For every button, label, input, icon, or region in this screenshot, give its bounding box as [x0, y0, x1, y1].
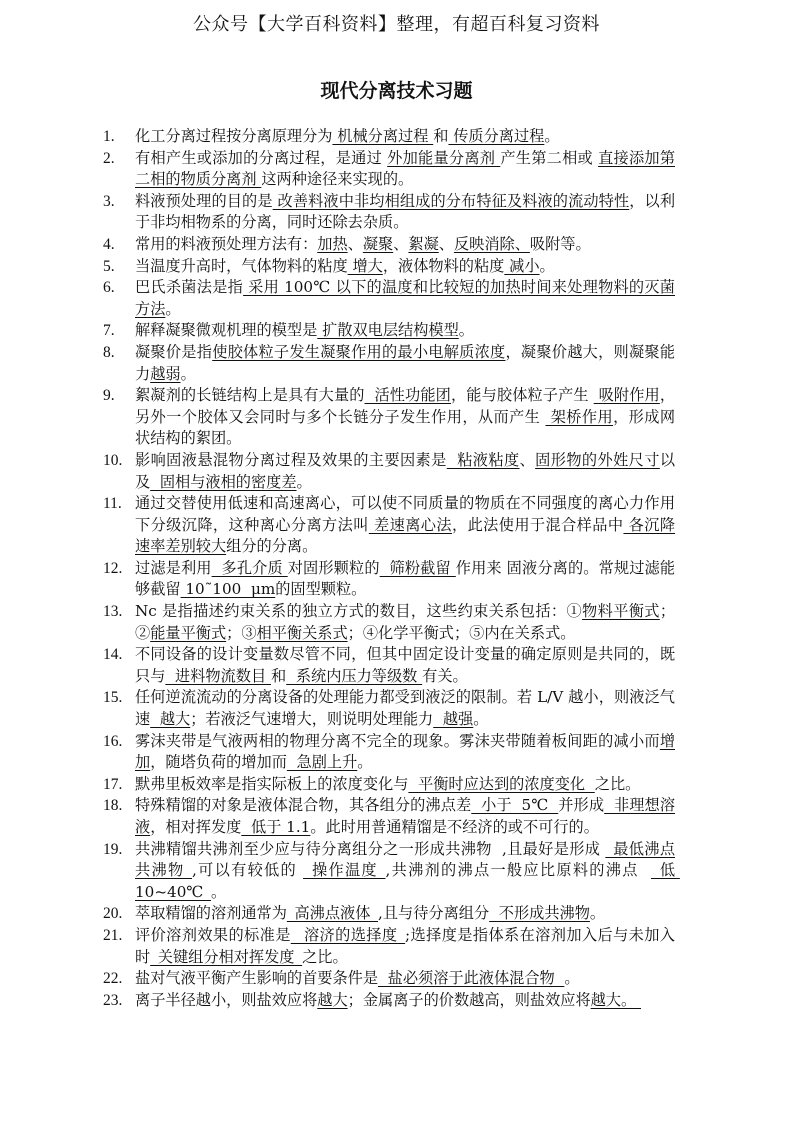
question-text: ；② [135, 602, 676, 642]
question-text: 任何逆流流动的分离设备的处理能力都受到液泛的限制。若 L/V 越小，则液泛气速 [135, 688, 675, 729]
answer-blank: 改善料液中非均相组成的分布特征及料液的流动特性 [272, 191, 630, 210]
answer-blank: 急剧上升 [286, 753, 358, 772]
answer-blank: 减小 [504, 256, 540, 275]
answer-blank: 粘液粘度 [446, 450, 520, 469]
question-number: 18. [103, 797, 123, 815]
question-item [103, 644, 675, 687]
question-text: 默弗里板效率是指实际板上的浓度变化与 [135, 774, 409, 793]
question-text: ；③ [226, 623, 257, 642]
question-text: 吸附等。 [529, 234, 591, 253]
answer-blank: 采用 100℃ 以下的温度和比较短的加热时间来处理物料的灭菌方法 [135, 278, 675, 318]
answer-blank: 外加能量分离剂 [387, 148, 501, 167]
question-text: 影响固液悬混物分离过程及效果的主要因素是 [135, 450, 447, 469]
answer-blank: 活性功能团 [364, 386, 451, 405]
question-item [103, 601, 675, 644]
question-text: 通过交替使用低速和高速离心，可以使不同质量的物质在不同强度的离心力作用下分级沉降，这种离心分离方法叫 [135, 494, 675, 534]
answer-blank: 加热 [317, 234, 348, 253]
question-text: ,可以有较低的 [192, 861, 304, 880]
question-list [103, 126, 680, 1011]
answer-blank: 筛粉截留 [379, 558, 456, 577]
question-text: 巴氏杀菌法是指 [135, 278, 244, 297]
question-item [103, 687, 675, 730]
answer-blank: 能量平衡式 [150, 623, 227, 642]
question-number: 22. [103, 970, 123, 988]
question-text: 。 [210, 882, 227, 901]
question-text: 不同设备的设计变量数尽管不同，但其中固定设计变量的确定原则是共同的，既只与 [135, 645, 675, 685]
question-number: 20. [103, 905, 123, 923]
question-text: ；金属离子的价数越高，则盐效应将 [347, 990, 591, 1009]
answer-blank: 非理想溶液 [135, 796, 676, 836]
answer-blank: 多孔介质 [211, 558, 288, 577]
question-number: 17. [103, 775, 123, 793]
question-number: 16. [103, 732, 123, 750]
question-text: ，此法使用于混合样品中 [451, 515, 624, 534]
question-number: 6. [103, 279, 115, 297]
question-number: 21. [103, 926, 123, 944]
question-text: 。此时用普通精馏是不经济的或不可行的。 [310, 818, 599, 836]
question-text: ，以利于非均相物系的分离，同时还除去杂质。 [135, 191, 676, 232]
question-number: 3. [103, 192, 115, 210]
answer-blank: _溶济的选择度_ [290, 925, 406, 944]
answer-blank: 不形成共沸物 [489, 904, 590, 923]
answer-blank: 凝聚 [362, 234, 394, 253]
question-text: 之比。 [594, 774, 641, 793]
question-text: 料液预处理的目的是 [135, 191, 273, 210]
question-number: 14. [103, 646, 123, 664]
answer-blank: 小于 5℃ [471, 796, 559, 815]
question-text: 、 [393, 234, 409, 253]
question-text: 萃取精馏的溶剂通常为 [135, 904, 287, 923]
answer-blank: 平衡时应达到的浓度变化 [408, 774, 595, 793]
question-text: 有关。 [422, 666, 468, 685]
question-item [103, 968, 675, 990]
answer-blank: 低于 1.1 [241, 818, 311, 836]
question-number: 23. [103, 991, 123, 1009]
question-item [103, 342, 675, 385]
question-text: 。 [544, 127, 560, 145]
question-item [103, 277, 675, 320]
question-text: 。 [357, 753, 373, 772]
answer-blank: 吸附作用 [593, 386, 660, 405]
question-item [103, 903, 675, 925]
question-number: 8. [103, 343, 115, 361]
question-number: 9. [103, 387, 115, 405]
document-title: 现代分离技术习题 [320, 80, 473, 102]
question-text: 、 [438, 234, 454, 253]
question-item [103, 558, 675, 601]
question-number: 12. [103, 559, 123, 577]
question-text: 、 [347, 234, 363, 253]
question-item [103, 234, 675, 256]
answer-blank: _操作温度_ [303, 861, 386, 880]
question-text: 以及 [135, 450, 676, 491]
answer-blank: 越大。 [590, 990, 642, 1009]
question-text: 。 [296, 472, 312, 491]
question-item [103, 148, 675, 191]
question-text: 当温度升高时，气体物料的粘度 [135, 256, 348, 275]
question-text: 评价溶剂效果的标准是 [135, 925, 291, 944]
answer-blank: 使胶体粒子发生凝聚作用的最小电解质浓度 [212, 342, 506, 361]
question-text: Nc 是指描述约束关系的独立方式的数目，这些约束关系包括：① [135, 602, 583, 621]
question-number: 7. [103, 322, 115, 340]
question-number: 15. [103, 689, 123, 707]
answer-blank: 物料平衡式 [582, 602, 660, 621]
question-number: 10. [103, 451, 123, 469]
question-text: 的固型颗粒。 [275, 580, 367, 599]
question-text: 盐对气液平衡产生影响的首要条件是 [135, 969, 378, 988]
question-item [103, 493, 675, 558]
answer-blank: 增大 [347, 256, 383, 275]
question-text: 絮凝剂的长链结构上是具有大量的 [135, 386, 365, 405]
question-number: 11. [103, 495, 122, 513]
question-item [103, 839, 680, 904]
question-item [103, 450, 675, 493]
answer-blank: 传质分离过程 [448, 127, 545, 145]
page-header: 公众号【大学百科资料】整理，有超百科复习资料 [193, 14, 600, 35]
question-text: ，液体物料的粘度 [382, 256, 505, 275]
answer-blank: 越大 [150, 710, 191, 729]
question-number: 4. [103, 235, 115, 253]
question-text: 。 [589, 904, 606, 923]
answer-blank: 反映消除、 [453, 234, 530, 253]
answer-blank: 差速离心法 [368, 515, 452, 534]
question-text: 和 [433, 127, 449, 145]
question-item [103, 320, 675, 342]
answer-blank: 扩散双电层结构模型 [317, 321, 459, 340]
question-text: 离子半径越小，则盐效应将 [135, 990, 318, 1009]
question-item [103, 126, 675, 148]
question-text: ，形成网状结构的絮团。 [135, 407, 676, 448]
question-number: 13. [103, 603, 123, 621]
answer-blank: 各沉降速率差别较大 [135, 515, 676, 556]
question-item [103, 990, 675, 1012]
answer-blank: 越弱 [150, 364, 181, 383]
question-text: ；④化学平衡式；⑤内在关系式。 [347, 623, 576, 642]
question-number: 1. [103, 128, 115, 145]
question-text: 常用的料液预处理方法有： [135, 234, 318, 253]
answer-blank: 固相与液相的密度差 [150, 472, 297, 491]
answer-blank: _高沸点液体_ [286, 904, 378, 923]
question-text: ,且与待分离组分 [378, 904, 490, 923]
question-text: 。 [165, 299, 181, 318]
question-text: 之比。 [302, 947, 348, 966]
question-text: 这两种途径来实现的。 [261, 170, 414, 189]
answer-blank: 相平衡关系式 [256, 623, 348, 642]
answer-blank: _关键组分相对挥发度_ [150, 947, 303, 966]
question-number: 19. [103, 840, 123, 858]
answer-blank: 机械分离过程 [332, 127, 434, 145]
question-text: 。 [458, 321, 474, 340]
answer-blank: 10˜100 μm [180, 580, 276, 599]
question-text: 过滤是利用 [135, 558, 212, 577]
question-item [103, 795, 675, 838]
question-text: ；若液泛气速增大，则说明处理能力 [190, 710, 434, 729]
question-text: 对固形颗粒的 [287, 558, 380, 577]
question-text: 并形成 [558, 796, 605, 815]
question-item [103, 256, 675, 278]
answer-blank: _最低沸点共沸物_ [135, 839, 676, 880]
question-text: 共沸精馏共沸剂至少应与待分离组分之一形成共沸物 ,且最好是形成 [135, 839, 606, 858]
question-text: 雾沫夹带是气液两相的物理分离不完全的现象。雾沫夹带随着板间距的减小而 [135, 731, 660, 750]
question-text: 、 [519, 450, 536, 469]
question-text: ，另外一个胶体又会同时与多个长链分子发生作用，从而产生 [135, 386, 676, 426]
question-text: 特殊精馏的对象是液体混合物，其各组分的沸点差 [135, 796, 472, 815]
question-text: ，随塔负荷的增加而 [150, 753, 287, 772]
question-text: 有相产生或添加的分离过程，是通过 [135, 148, 388, 167]
question-text: 。 [564, 969, 580, 988]
question-text: 组分的分离。 [226, 537, 318, 556]
question-text: 作用来 固液分离的。常规过滤能够截留 [135, 558, 676, 599]
question-text: 和 [270, 666, 287, 685]
answer-blank: 固形物的外姓尺寸 [535, 450, 660, 469]
answer-blank: 架桥作用 [545, 407, 614, 426]
answer-blank: 絮凝 [408, 234, 439, 253]
question-text: 。 [473, 710, 489, 729]
answer-blank: 系统内压力等级数 [286, 666, 423, 685]
question-text: 产生第二相或 [500, 148, 599, 167]
question-text: 。 [180, 364, 196, 383]
question-text: 凝聚价是指 [135, 342, 213, 361]
answer-blank: 进料物流数目 [165, 666, 271, 685]
question-text: 解释凝聚微观机理的模型是 [135, 321, 318, 340]
question-text: ，相对挥发度 [150, 818, 242, 836]
answer-blank: _低 10~40℃_ [135, 861, 680, 901]
answer-blank: 越强 [433, 710, 474, 729]
question-number: 5. [103, 257, 115, 275]
question-item [103, 191, 675, 234]
question-item [103, 731, 675, 774]
question-item [103, 925, 675, 968]
question-text: 。 [539, 256, 555, 275]
question-text: ，凝聚价越大，则凝聚能力 [135, 342, 676, 383]
question-item [103, 774, 675, 796]
question-item [103, 385, 675, 450]
answer-blank: 直接添加第二相的物质分离剂 [135, 148, 676, 189]
answer-blank: 增加 [135, 731, 675, 772]
question-text: ,共沸剂的沸点一般应比原料的沸点 [385, 861, 651, 880]
question-text: 化工分离过程按分离原理分为 [135, 127, 333, 145]
question-text: ，能与胶体粒子产生 [450, 386, 594, 405]
question-number: 2. [103, 149, 115, 167]
answer-blank: 盐必须溶于此液体混合物 [378, 969, 565, 988]
answer-blank: 越大 [317, 990, 348, 1009]
question-text: ;选择度是指体系在溶剂加入后与未加入时 [135, 925, 675, 966]
